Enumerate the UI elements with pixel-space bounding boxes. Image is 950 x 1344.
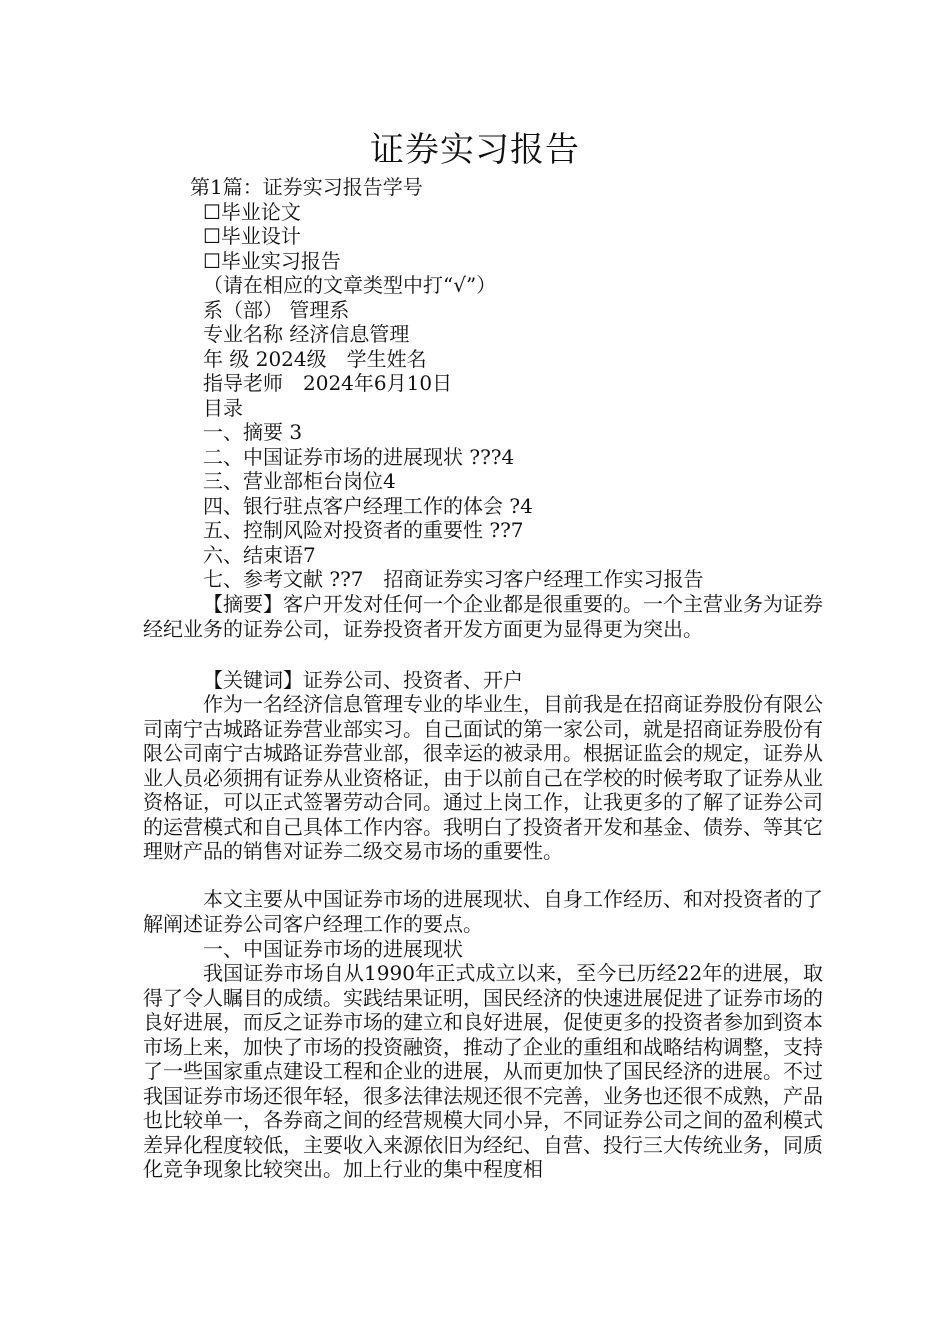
abstract-paragraph: 【摘要】客户开发对任何一个企业都是很重要的。一个主营业务为证券经纪业务的证券公司，证券投资者开发方面更为显得更为突出。 (143, 592, 823, 641)
checkbox-design: ☐毕业设计 (203, 224, 301, 248)
checkbox-instruction: （请在相应的文章类型中打“√”） (203, 273, 497, 297)
toc-item: 五、控制风险对投资者的重要性 ??7 (203, 518, 524, 542)
toc-item: 六、结束语7 (203, 543, 316, 567)
article-heading: 第1篇：证券实习报告学号 (190, 175, 423, 199)
toc-item: 四、银行驻点客户经理工作的体会 ?4 (203, 494, 533, 518)
toc-item: 七、参考文献 ??7 招商证券实习客户经理工作实习报告 (203, 567, 704, 591)
department-line: 系（部） 管理系 (203, 298, 350, 322)
overview-paragraph: 本文主要从中国证券市场的进展现状、自身工作经历、和对投资者的了解阐述证券公司客户经理工作的要点。 (143, 887, 823, 936)
section-heading: 一、中国证券市场的进展现状 (203, 937, 463, 961)
major-line: 专业名称 经济信息管理 (203, 322, 410, 346)
toc-heading: 目录 (203, 396, 243, 420)
market-paragraph: 我国证券市场自从1990年正式成立以来，至今已历经22年的进展，取得了令人瞩目的成绩。实践结果证明，国民经济的快速进展促进了证券市场的良好进展，而反之证券市场的建立和良好进展，促使更多的投资者参加到资本市场上来，加快了市场的投资融资，推动了企业的重组和战略结构调整，支持了一些国家重点建设工程和企业的进展，从而更加快了国民经济的进展。不过我国证券市场还很年轻，很多法律法规还很不完善，业务也还很不成熟，产品也比较单一，各券商之间的经营规模大同小异，不同证券公司之间的盈利模式差异化程度较低，主要收入来源依旧为经纪、自营、投行三大传统业务，同质化竞争现象比较突出。加上行业的集中程度相 (143, 961, 823, 1181)
intro-paragraph: 作为一名经济信息管理专业的毕业生，目前我是在招商证券股份有限公司南宁古城路证券营业部实习。自己面试的第一家公司，就是招商证券股份有限公司南宁古城路证券营业部，很幸运的被录用。根据证监会的规定，证券从业人员必须拥有证券从业资格证，由于以前自己在学校的时候考取了证券从业资格证，可以正式签署劳动合同。通过上岗工作，让我更多的了解了证券公司的运营模式和自己具体工作内容。我明白了投资者开发和基金、债券、等其它理财产品的销售对证券二级交易市场的重要性。 (143, 692, 823, 863)
grade-line: 年 级 2024级 学生姓名 (203, 347, 427, 371)
checkbox-thesis: ☐毕业论文 (203, 200, 301, 224)
toc-item: 一、摘要 3 (203, 420, 303, 444)
keywords-paragraph: 【关键词】证券公司、投资者、开户 (203, 668, 523, 692)
toc-item: 二、中国证券市场的进展现状 ???4 (203, 445, 515, 469)
advisor-date-line: 指导老师 2024年6月10日 (203, 371, 453, 395)
checkbox-internship-report: ☐毕业实习报告 (203, 249, 341, 273)
document-title: 证券实习报告 (370, 130, 580, 170)
toc-item: 三、营业部柜台岗位4 (203, 469, 396, 493)
